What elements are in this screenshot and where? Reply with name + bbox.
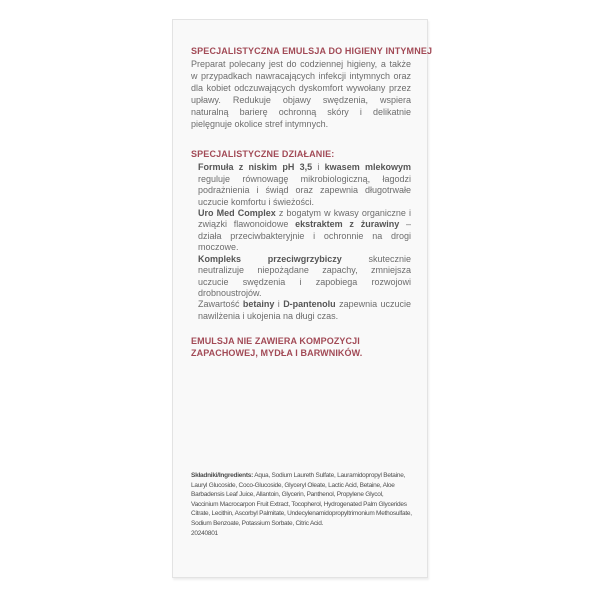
ingredients-lead: Składniki/Ingredients:: [191, 472, 254, 479]
action-item-ph-formula: [198, 162, 411, 208]
text-segment: zapewnia uczucie nawilżenia i ukojenia na długi czas.: [198, 299, 411, 321]
batch-code: 20240801: [191, 529, 218, 537]
text-segment: D-pantenolu: [283, 299, 336, 310]
text-segment: z bogatym w kwasy organiczne i związki flawonoidowe: [198, 208, 411, 230]
text-segment: Zawartość: [198, 299, 243, 310]
text-segment: kwasem mlekowym: [324, 162, 411, 173]
action-item-antifungal-complex: [198, 254, 411, 300]
ingredients-list: Aqua, Sodium Laureth Sulfate, Lauramidopropyl Betaine, Lauryl Glucoside, Coco-Glucoside, Glyceryl Oleate, Lactic Acid, Betaine, Aloe Barbadensis Leaf Juice, Allantoin, Glycerin, Panthenol, Propylene Glycol, Vaccinium Macrocarpon Fruit Extract, Tocopherol, Hydrogenated Palm Glycerides Citrate, Lecithin, Ascorbyl Palmitate, Undecylenamidopropyltrimonium Methosulfate, Sodium Benzoate, Potassium Sorbate, Citric Acid.: [191, 472, 412, 527]
text-segment: reguluje równowagę mikrobiologiczną, łagodzi podrażnienia i świąd oraz zapewnia długotrwałe uczucie komfortu i świeżości.: [198, 173, 411, 207]
product-title: SPECJALISTYCZNA EMULSJA DO HIGIENY INTYMNEJ: [191, 46, 433, 56]
action-heading: SPECJALISTYCZNE DZIAŁANIE:: [191, 149, 335, 160]
action-item-betaine-panthenol: [198, 299, 411, 322]
text-segment: i: [312, 162, 325, 173]
text-segment: i: [274, 299, 284, 310]
text-segment: – działa przeciwbakteryjnie i ochronnie na drogi moczowe.: [198, 219, 412, 253]
product-label-panel: [172, 19, 433, 578]
intro-paragraph: Preparat polecany jest do codziennej higieny, a także w przypadkach nawracających infekcji intymnych oraz dla kobiet odczuwających dyskomfort wywołany przez upławy. Redukuje objawy swędzenia, wspiera naturalną barierę ochronną skóry i delikatnie pielęgnuje okolice stref intymnych.: [191, 59, 411, 129]
action-list: [198, 162, 411, 322]
text-segment: Kompleks przeciwgrzybiczy: [198, 253, 342, 264]
text-segment: skutecznie neutralizuje niepożądane zapachy, zmniejsza uczucie swędzenia i zapobiega rozwojowi drobnoustrojów.: [198, 253, 411, 298]
ingredients-paragraph: [191, 471, 412, 538]
no-fragrance-claim: EMULSJA NIE ZAWIERA KOMPOZYCJI ZAPACHOWEJ, MYDŁA I BARWNIKÓW.: [191, 336, 363, 358]
text-segment: ekstraktem z żurawiny: [295, 219, 400, 230]
text-segment: Uro Med Complex: [198, 208, 276, 219]
text-segment: Formuła z niskim pH 3,5: [198, 162, 313, 173]
action-item-uro-med-complex: [198, 208, 411, 254]
label-content: [173, 20, 433, 577]
text-segment: betainy: [242, 299, 275, 310]
